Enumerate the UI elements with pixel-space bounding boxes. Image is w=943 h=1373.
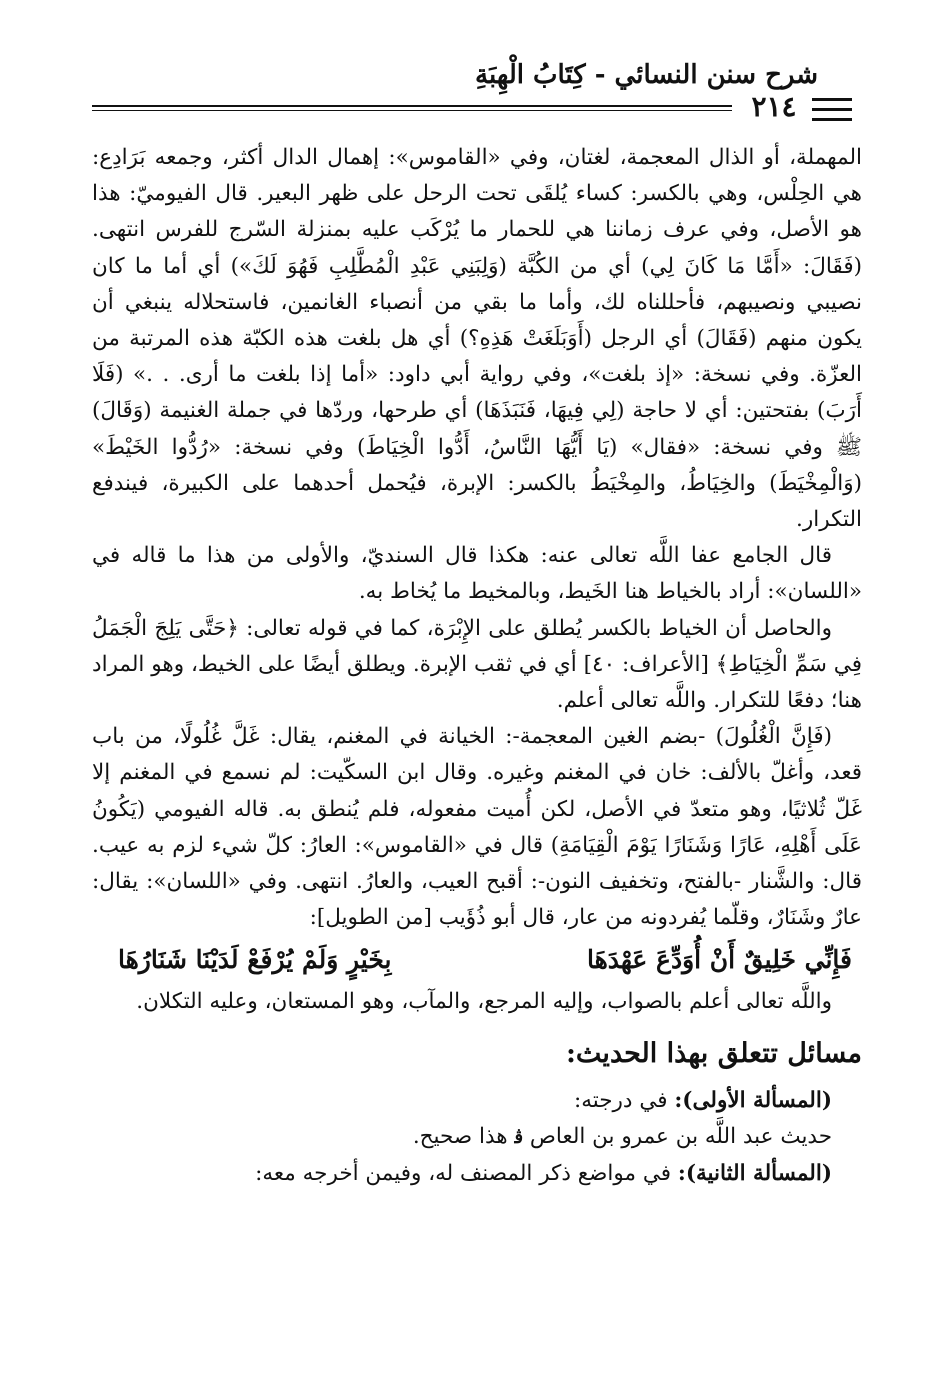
section-heading: مسائل تتعلق بهذا الحديث: — [565, 1037, 862, 1069]
header-ornament — [812, 108, 852, 111]
page-number: ٢١٤ — [751, 90, 797, 123]
paragraph: قال الجامع عفا اللَّه تعالى عنه: هكذا قال السنديّ، والأولى من هذا ما قاله في «اللسان»: أراد بالخياط هنا الخَيط، وبالمخيط ما يُخاط به. — [92, 543, 862, 605]
header-title: شرح سنن النسائي - كِتَابُ الْهِبَةِ — [475, 60, 818, 90]
issue-2-text: في مواضع ذكر المصنف له، وفيمن أخرجه معه: — [255, 1161, 672, 1187]
issue-2-label: (المسألة الثانية): — [677, 1161, 832, 1187]
header-ornament — [812, 98, 852, 101]
issue-1-text: في درجته: — [573, 1087, 668, 1113]
poetry-verse — [92, 936, 862, 984]
issue-1-body-after: هذا صحيح. — [412, 1123, 508, 1149]
paragraph: والحاصل أن الخياط بالكسر يُطلق على الإِبْرَة، كما في قوله تعالى: ﴿حَتَّى يَلِجَ الْجَمَلُ فِي سَمِّ الْخِيَاطِ﴾ [الأعراف: ٤٠] أي في ثقب الإبرة. ويطلق أيضًا على الخيط، وهو المراد هنا؛ دفعًا للتكرار. واللَّه تعالى أعلم. — [92, 615, 862, 714]
header-ornament — [812, 118, 852, 121]
issue-1 — [92, 1083, 862, 1119]
page-body — [92, 140, 862, 1192]
header-rule-thin — [92, 110, 732, 111]
verse-first-hemistich: فَإِنِّي خَلِيقٌ أَنْ أُوَدِّعَ عَهْدَهَا — [586, 945, 852, 975]
verse-second-hemistich: بِخَيْرٍ وَلَمْ يُرْفَعْ لَدَيْنَا شَنَارُهَا — [118, 945, 392, 975]
issue-1-body — [92, 1119, 862, 1156]
paragraph: (فَإِنَّ الْغُلُولَ) -بضم الغين المعجمة-: الخيانة في المغنم، يقال: غَلَّ غُلُولًا، من باب قعد، وأغلّ بالألف: خان في المغنم وغيره. وقال ابن السكّيت: لم نسمع في المغنم إلا غَلّ ثُلاثيًا، وهو متعدّ في الأصل، لكن أُميت مفعوله، فلم يُنطق به. قاله الفيومي (يَكُونُ عَلَى أَهْلِهِ، عَارًا وَشَنَارًا يَوْمَ الْقِيَامَةِ) قال في «القاموس»: العارُ: كلّ شيء لزم به عيب. قال: والشَّنار -بالفتح، وتخفيف النون-: أقبح العيب، والعارُ. انتهى. وفي «اللسان»: يقال: عارٌ وشَنَارٌ، وقلّما يُفردونه من عار، قال أبو ذُؤَيب [من الطويل]: — [92, 724, 862, 931]
issue-1-label: (المسألة الأولى): — [674, 1087, 832, 1113]
honorific-glyph: ﭬ — [514, 1126, 524, 1148]
paragraph: واللَّه تعالى أعلم بالصواب، وإليه المرجع، والمآب، وهو المستعان، وعليه التكلان. — [136, 989, 832, 1015]
issue-2 — [92, 1156, 862, 1192]
header-rule — [92, 105, 732, 107]
paragraph: المهملة، أو الذال المعجمة، لغتان، وفي «القاموس»: إهمال الدال أكثر، وجمعه بَرَادِع: هي الحِلْس، وهي بالكسر: كساء يُلقَى تحت الرحل على ظهر البعير. قال الفيوميّ: هذا هو الأصل، وفي عرف زماننا هي للحمار ما يُرْكَب عليه بمنزلة السّرج للفرس انتهى. (فَقَالَ: «أَمَّا مَا كَانَ لِي) أي من الكُبَّة (وَلِبَنِي عَبْدِ الْمُطَّلِبِ فَهُوَ لَكَ») أي أما ما كان نصيبي ونصيبهم، فأحللناه لك، وأما ما بقي من أنصباء الغانمين، فاستحلاله ينبغي أن يكون منهم (فَقَالَ) أي الرجل (أَوَبَلَغَتْ هَذِهِ؟) أي هل بلغت هذه الكبّة هذه المرتبة من العزّة. وفي نسخة: «إذ بلغت»، وفي رواية أبي داود: «أما إذا بلغت ما أرى. . .» (فَلَا أَرَبَ) بفتحتين: أي لا حاجة (لِي فِيهَا، فَنَبَذَهَا) أي طرحها، وردّها في جملة الغنيمة (وَقَالَ) ﷺ وفي نسخة: «فقال» (يَا أَيُّهَا النَّاسُ، أَدُّوا الْخِيَاطَ) وفي نسخة: «رُدُّوا الخَيْطَ» (وَالْمِخْيَطَ) والخِيَاطُ، والمِخْيَطُ بالكسر: الإبرة، فيُحمل أحدهما على الكبيرة، فيندفع التكرار. — [92, 145, 862, 533]
issue-1-body-before: حديث عبد اللَّه بن عمرو بن العاص — [529, 1123, 832, 1149]
